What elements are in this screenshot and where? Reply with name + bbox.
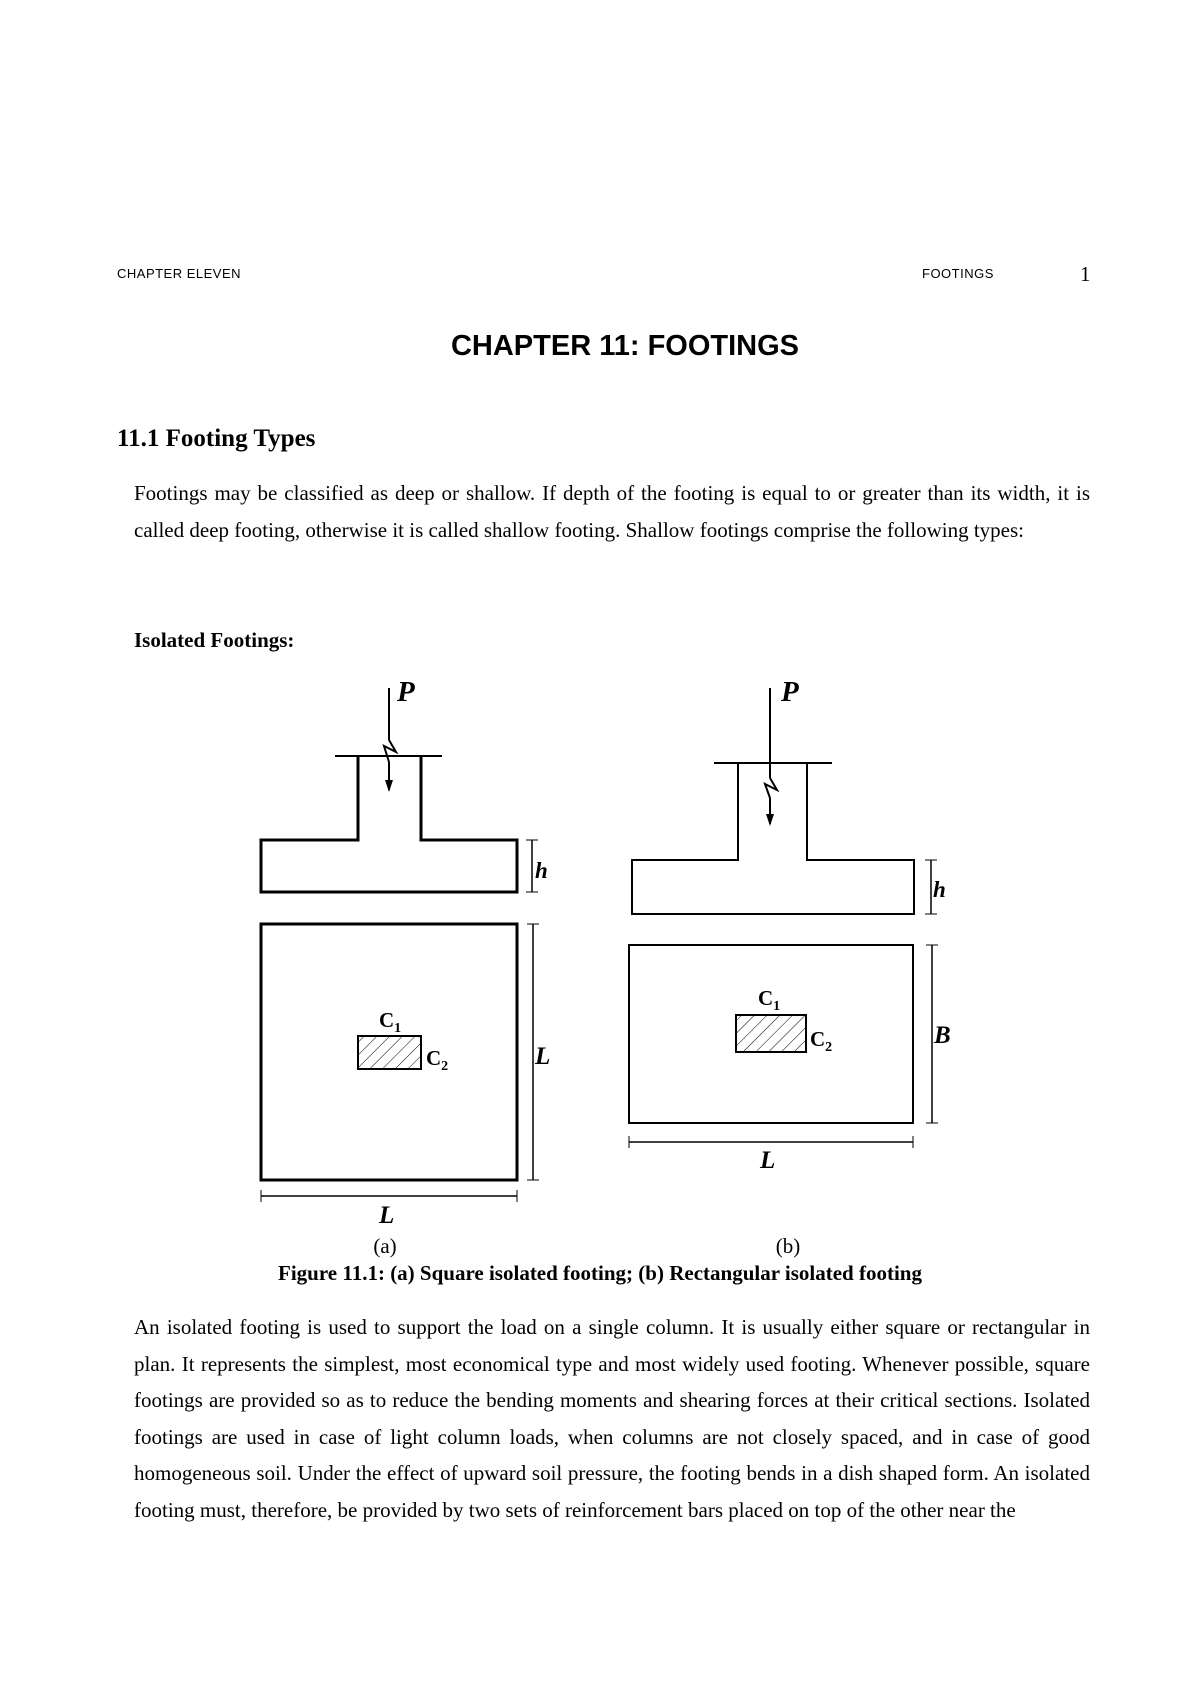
panel-a-tag: (a) [373,1234,397,1258]
panel-a-plan [261,924,539,1202]
panel-a-c2-label: $C_2$ [426,1046,449,1074]
panel-b-side-label-right: B [934,1022,951,1049]
panel-b-c1-label: $C_1$ [758,986,781,1014]
running-header-topic: FOOTINGS [922,266,994,281]
panel-b-plan [629,945,938,1148]
page-number: 1 [1080,262,1091,286]
panel-a-side-label-bottom: L [379,1202,395,1229]
panel-b-depth-label: h [933,877,946,902]
subheading-isolated-footings: Isolated Footings: [134,628,295,652]
panel-a-side-label-right: L [535,1043,551,1070]
panel-b-c2-label: $C_2$ [810,1027,833,1055]
panel-a-load-label: P [397,676,415,708]
panel-b-load-label: P [781,676,799,708]
chapter-title: CHAPTER 11: FOOTINGS [450,330,800,362]
body-paragraph: An isolated footing is used to support the load on a single column. It is usually either square or rectangular in plan. It represents the simplest, most economical type and most widely used footing. Whenever possible, square footings are provided so as to reduce the bending moments and shearing forces at their critical sections. Isolated footings are used in case of light column loads, when columns are not closely spaced, and in case of good homogeneous soil. Under the effect of upward soil pressure, the footing bends in a dish shaped form. An isolated footing must, therefore, be provided by two sets of reinforcement bars placed on top of the other near the [134,1315,1090,1522]
section-heading: 11.1 Footing Types [117,425,316,452]
panel-b-side-label-bottom: L [760,1147,776,1174]
panel-a-c1-label: $C_1$ [379,1008,402,1036]
panel-b-elevation [632,688,937,914]
panel-a-elevation [261,688,538,892]
panel-a-depth-label: h [535,858,548,883]
running-header-chapter: CHAPTER ELEVEN [117,266,242,281]
panel-b-tag: (b) [775,1234,801,1258]
panel-a-column-section [358,1036,421,1069]
figure-caption: Figure 11.1: (a) Square isolated footing; (b) Rectangular isolated footing [278,1261,922,1285]
intro-paragraph: Footings may be classified as deep or shallow. If depth of the footing is equal to or greater than its width, it is called deep footing, otherwise it is called shallow footing. Shallow footings comprise the following types: [134,481,1090,542]
panel-b-column-section [736,1015,806,1052]
